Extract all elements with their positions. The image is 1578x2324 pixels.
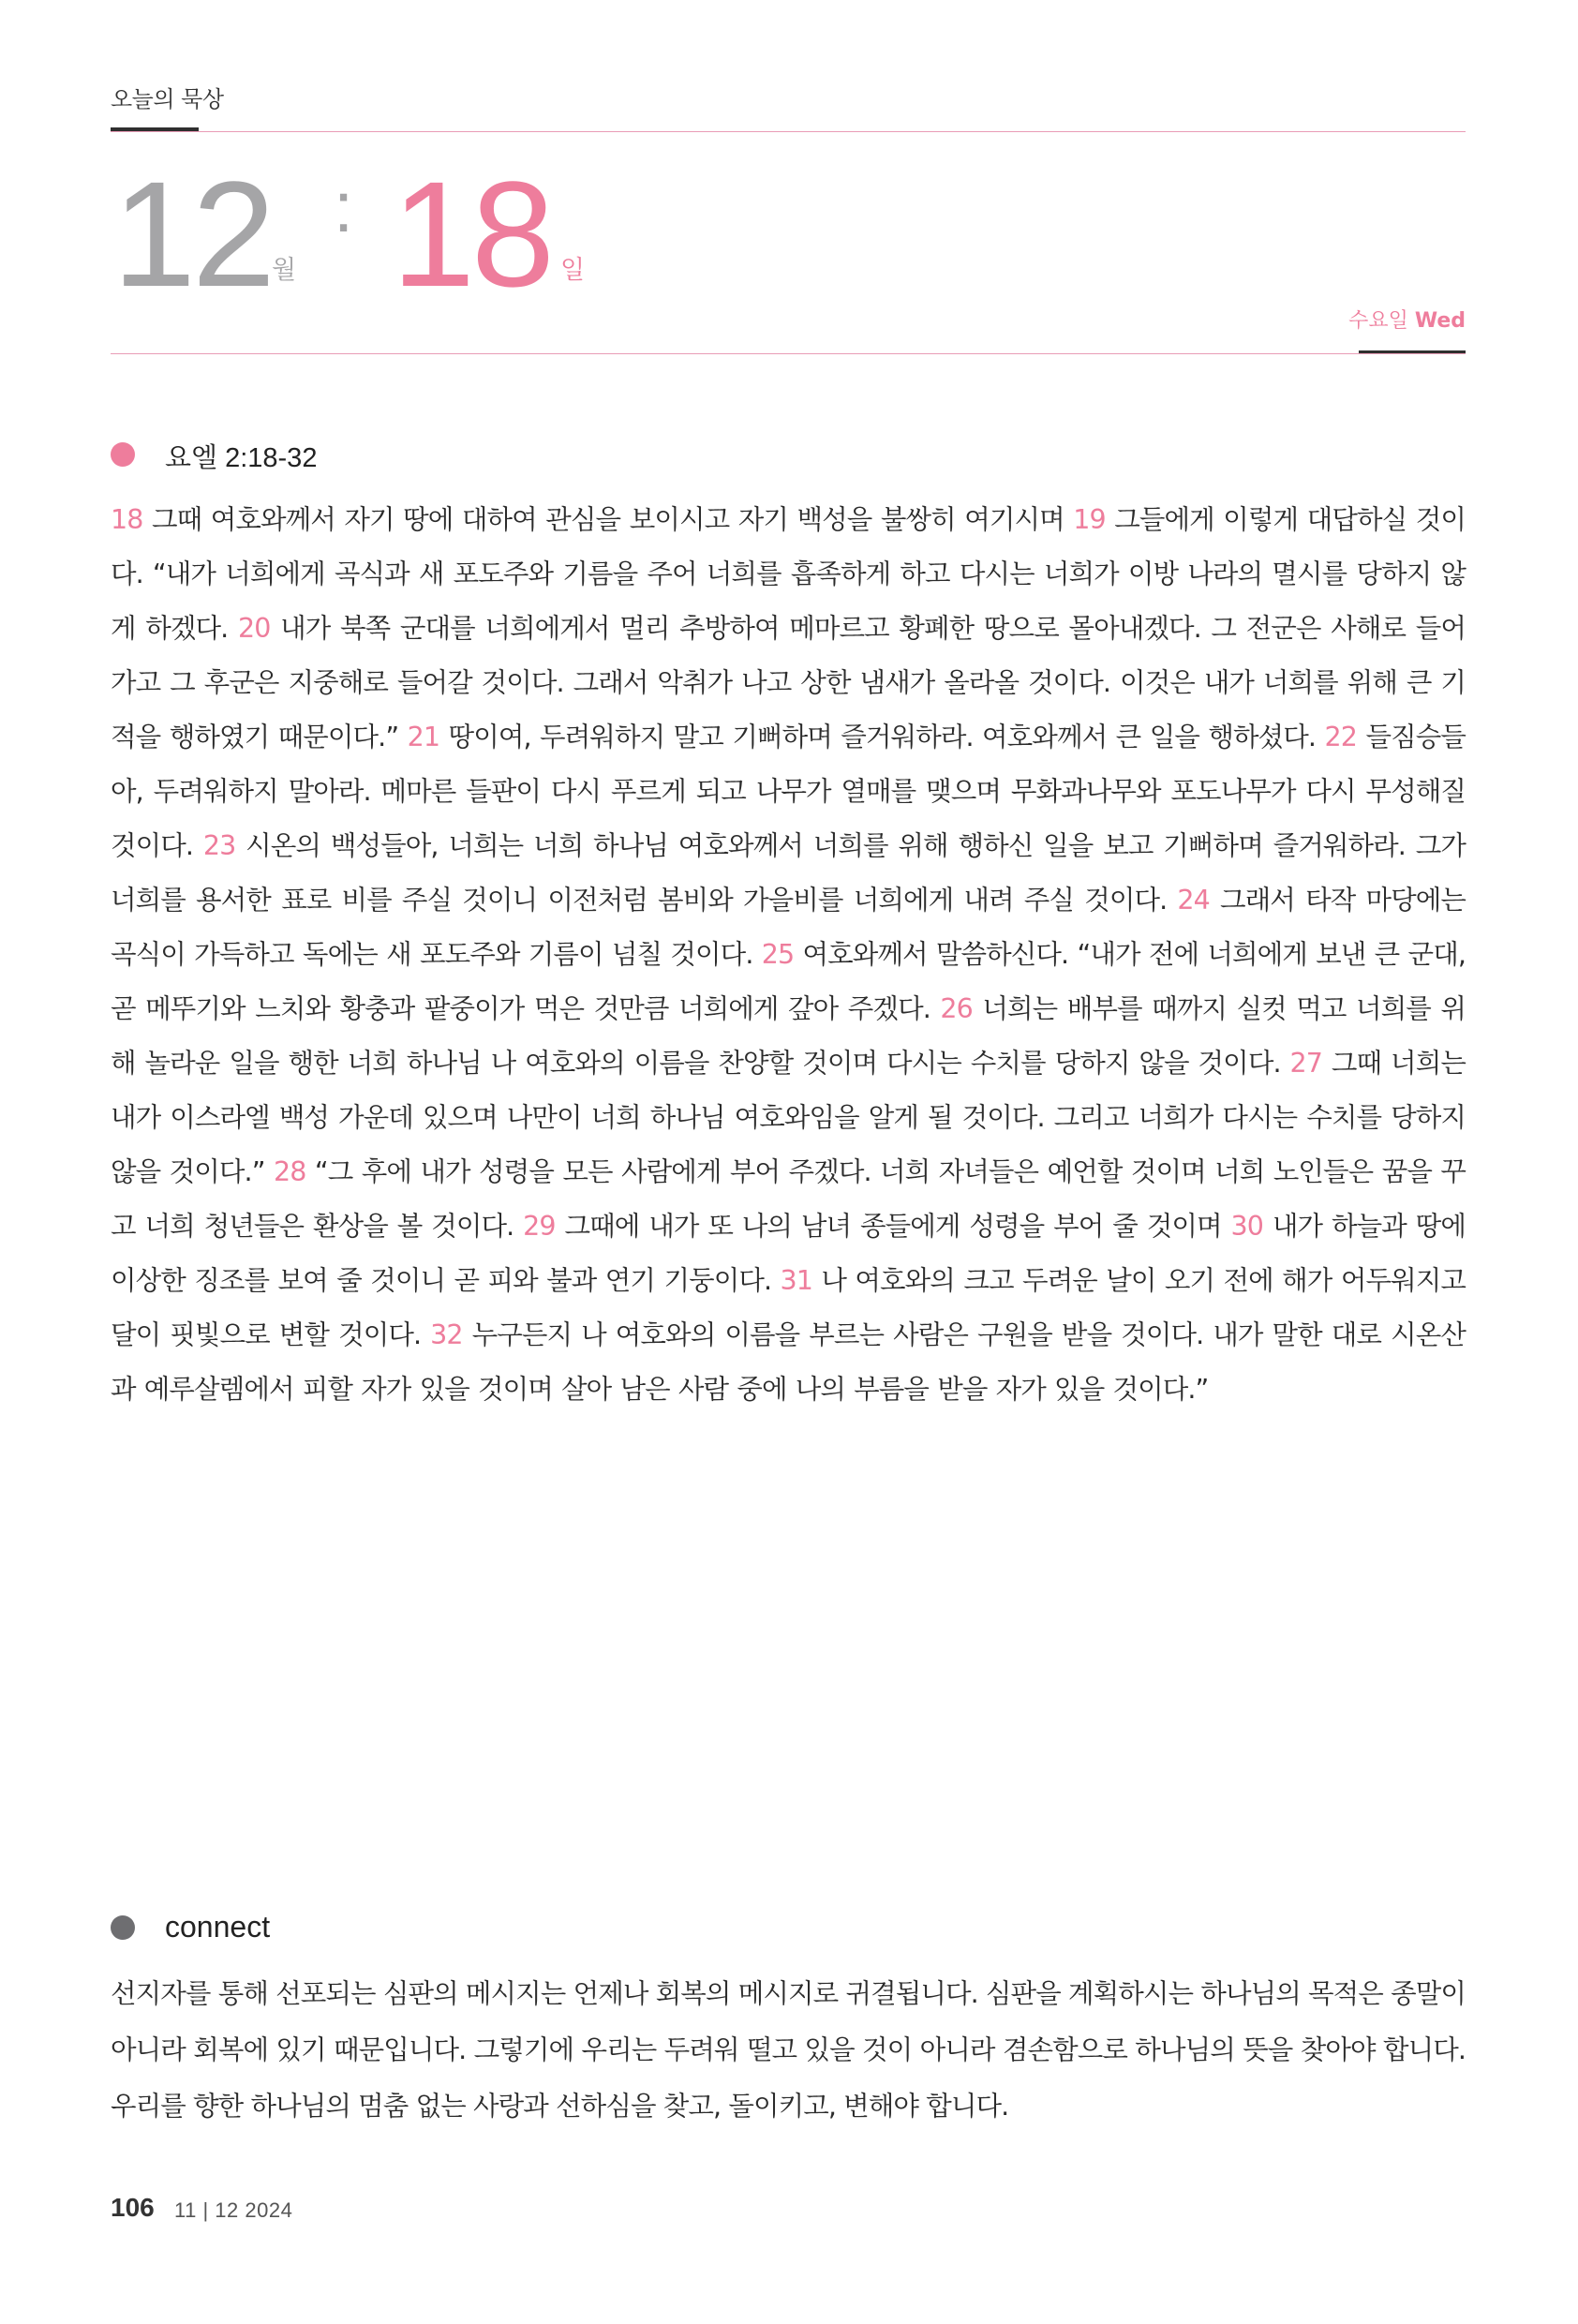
weekday-korean: 수요일 [1348, 309, 1408, 333]
date-month: 12 [112, 150, 272, 318]
scripture-passage [111, 493, 1466, 1417]
connect-bullet-icon [111, 1915, 135, 1940]
verse-text: 누구든지 나 여호와의 이름을 부르는 사람은 구원을 받을 것이다. 내가 말한 대로 시온산과 예루살렘에서 피할 자가 있을 것이며 살아 남은 사람 중에 나의 부름을 받을 자가 있을 것이다.” [111, 1319, 1466, 1405]
verse-text: 너희는 배부를 때까지 실컷 먹고 너희를 위해 놀라운 일을 행한 너희 하나님 나 여호와의 이름을 찬양할 것이며 다시는 수치를 당하지 않을 것이다. [111, 993, 1466, 1079]
verse-number: 30 [1230, 1211, 1263, 1242]
verse-text: 시온의 백성들아, 너희는 너희 하나님 여호와께서 너희를 위해 행하신 일을 보고 기뻐하며 즐거워하라. 그가 너희를 용서한 표로 비를 주실 것이니 이전처럼 봄비와 가을비를 너희에게 내려 주실 것이다. [111, 830, 1466, 916]
verse-text: 여호와께서 말씀하신다. “내가 전에 너희에게 보낸 큰 군대, 곧 메뚜기와 느치와 황충과 팥중이가 먹은 것만큼 너희에게 갚아 주겠다. [111, 939, 1466, 1024]
verse-text: 땅이여, 두려워하지 말고 기뻐하며 즐거워하라. 여호와께서 큰 일을 행하셨다. [448, 722, 1317, 752]
verse-text: 내가 북쪽 군대를 너희에게서 멀리 추방하여 메마르고 황폐한 땅으로 몰아내겠다. 그 전군은 사해로 들어가고 그 후군은 지중해로 들어갈 것이다. 그래서 악취가 나고 상한 냄새가 올라올 것이다. 이것은 내가 너희를 위해 큰 기적을 행하였기 때문이다.” [111, 613, 1466, 752]
date-day-unit: 일 [560, 256, 586, 285]
verse-number: 24 [1177, 885, 1210, 916]
verse-number: 26 [940, 993, 973, 1024]
date-day: 18 [392, 150, 551, 318]
verse-text: 그래서 타작 마당에는 곡식이 가득하고 독에는 새 포도주와 기름이 넘칠 것이다. [111, 885, 1466, 970]
scripture-reference: 요엘 2:18-32 [165, 443, 318, 473]
verse-number: 22 [1324, 722, 1357, 752]
verse-text: 그때 여호와께서 자기 땅에 대하여 관심을 보이시고 자기 백성을 불쌍히 여기시며 [151, 504, 1064, 535]
verse-number: 21 [407, 722, 440, 752]
weekday [1348, 305, 1466, 334]
verse-text: 그때에 내가 또 나의 남녀 종들에게 성령을 부어 줄 것이며 [564, 1211, 1222, 1242]
verse-number: 28 [273, 1156, 306, 1187]
verse-number: 27 [1289, 1048, 1322, 1079]
connect-body: 선지자를 통해 선포되는 심판의 메시지는 언제나 회복의 메시지로 귀결됩니다. 심판을 계획하시는 하나님의 목적은 종말이 아니라 회복에 있기 때문입니다. 그렇기에 우리는 두려워 떨고 있을 것이 아니라 겸손함으로 하나님의 뜻을 찾아야 합니다. 우리를 향한 하나님의 멈춤 없는 사랑과 선하심을 찾고, 돌이키고, 변해야 합니다. [111, 1978, 1466, 2122]
verse-number: 19 [1073, 504, 1106, 535]
verse-number: 23 [202, 830, 236, 861]
connect-heading: connect [165, 1910, 271, 1944]
verse-number: 20 [237, 613, 271, 644]
verse-text: 그들에게 이렇게 대답하실 것이다. “내가 너희에게 곡식과 새 포도주와 기름을 주어 너희를 흡족하게 하고 다시는 너희가 이방 나라의 멸시를 당하지 않게 하겠다. [111, 504, 1466, 644]
verse-text: “그 후에 내가 성령을 모든 사람에게 부어 주겠다. 너희 자녀들은 예언할 것이며 너희 노인들은 꿈을 꾸고 너희 청년들은 환상을 볼 것이다. [111, 1156, 1466, 1242]
date-month-unit: 월 [272, 256, 297, 285]
verse-text: 들짐승들아, 두려워하지 말아라. 메마른 들판이 다시 푸르게 되고 나무가 열매를 맺으며 무화과나무와 포도나무가 다시 무성해질 것이다. [111, 722, 1466, 861]
verse-number: 25 [761, 939, 795, 970]
date-divider [111, 353, 1466, 354]
verse-number: 32 [430, 1319, 463, 1350]
scripture-bullet-icon [111, 442, 135, 467]
section-title: 오늘의 묵상 [111, 86, 224, 112]
page-number: 106 [111, 2193, 155, 2222]
issue-date: 11 | 12 2024 [174, 2198, 293, 2222]
verse-text: 나 여호와의 크고 두려운 날이 오기 전에 해가 어두워지고 달이 핏빛으로 변할 것이다. [111, 1265, 1466, 1350]
verse-text: 그때 너희는 내가 이스라엘 백성 가운데 있으며 나만이 너희 하나님 여호와임을 알게 될 것이다. 그리고 너희가 다시는 수치를 당하지 않을 것이다.” [111, 1048, 1466, 1187]
header-divider [111, 131, 1466, 132]
verse-number: 31 [780, 1265, 812, 1296]
verse-number: 29 [523, 1211, 556, 1242]
date-separator: : [334, 168, 354, 247]
weekday-english: Wed [1414, 309, 1466, 333]
verse-number: 18 [111, 504, 143, 535]
verse-text: 내가 하늘과 땅에 이상한 징조를 보여 줄 것이니 곧 피와 불과 연기 기둥이다. [111, 1211, 1466, 1296]
